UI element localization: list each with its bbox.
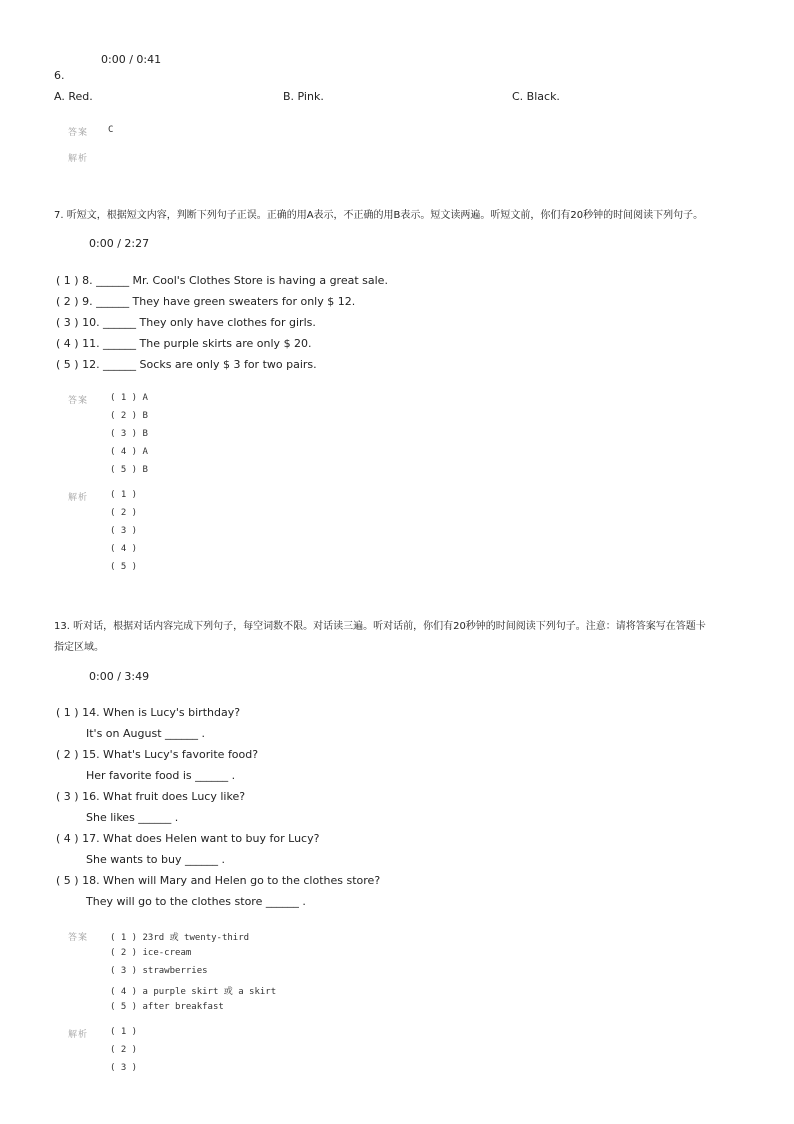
- q7-analysis-2: ( 2 ): [110, 508, 138, 518]
- option-a: A. Red.: [54, 90, 93, 103]
- q7-analysis-3: ( 3 ): [110, 526, 138, 536]
- q13-answer-4: ( 4 ) a purple skirt 或 a skirt: [110, 987, 277, 997]
- q13-item-1-question: ( 1 ) 14. When is Lucy's birthday?: [56, 706, 241, 719]
- answer-label-q13: 答案: [68, 933, 89, 943]
- q13-item-2-question: ( 2 ) 15. What's Lucy's favorite food?: [56, 748, 259, 761]
- q13-analysis-2: ( 2 ): [110, 1045, 138, 1055]
- q7-answer-2: ( 2 ) B: [110, 411, 148, 421]
- q13-item-4-question: ( 4 ) 17. What does Helen want to buy for Lucy?: [56, 832, 320, 845]
- audio-time-q6[interactable]: 0:00 / 0:41: [101, 53, 162, 66]
- q7-analysis-4: ( 4 ): [110, 544, 138, 554]
- analysis-label-q6: 解析: [68, 154, 89, 164]
- q7-item-1: ( 1 ) 8. ______ Mr. Cool's Clothes Store is having a great sale.: [56, 274, 388, 287]
- instruction-q7: 7. 听短文，根据短文内容，判断下列句子正误。正确的用A表示，不正确的用B表示。短文读两遍。听短文前，你们有20秒钟的时间阅读下列句子。: [54, 210, 704, 221]
- answer-q6: C: [108, 125, 114, 135]
- q13-answer-1: ( 1 ) 23rd 或 twenty-third: [110, 933, 250, 943]
- instruction-q13-line2: 指定区域。: [54, 642, 104, 653]
- question-number-q6: 6.: [54, 69, 65, 82]
- q13-item-4-blank: She wants to buy ______ .: [86, 853, 225, 866]
- q7-analysis-1: ( 1 ): [110, 490, 138, 500]
- q7-answer-5: ( 5 ) B: [110, 465, 148, 475]
- answer-label-q7: 答案: [68, 396, 89, 406]
- option-b: B. Pink.: [283, 90, 324, 103]
- instruction-q13-line1: 13. 听对话，根据对话内容完成下列句子，每空词数不限。对话读三遍。听对话前，你们有20秒钟的时间阅读下列句子。注意：请将答案写在答题卡: [54, 621, 706, 632]
- q13-item-1-blank: It's on August ______ .: [86, 727, 205, 740]
- q7-item-5: ( 5 ) 12. ______ Socks are only $ 3 for two pairs.: [56, 358, 317, 371]
- answer-label-q6: 答案: [68, 128, 89, 138]
- analysis-label-q7: 解析: [68, 493, 89, 503]
- q7-item-3: ( 3 ) 10. ______ They only have clothes for girls.: [56, 316, 316, 329]
- q7-analysis-5: ( 5 ): [110, 562, 138, 572]
- audio-time-q13[interactable]: 0:00 / 3:49: [89, 670, 150, 683]
- q13-item-3-question: ( 3 ) 16. What fruit does Lucy like?: [56, 790, 246, 803]
- q13-item-5-question: ( 5 ) 18. When will Mary and Helen go to the clothes store?: [56, 874, 381, 887]
- q7-answer-1: ( 1 ) A: [110, 393, 148, 403]
- q13-answer-2: ( 2 ) ice-cream: [110, 948, 192, 958]
- q13-item-2-blank: Her favorite food is ______ .: [86, 769, 236, 782]
- q7-answer-4: ( 4 ) A: [110, 447, 148, 457]
- option-c: C. Black.: [512, 90, 560, 103]
- q13-item-3-blank: She likes ______ .: [86, 811, 179, 824]
- audio-time-q7[interactable]: 0:00 / 2:27: [89, 237, 150, 250]
- q13-answer-5: ( 5 ) after breakfast: [110, 1002, 224, 1012]
- q7-answer-3: ( 3 ) B: [110, 429, 148, 439]
- q13-item-5-blank: They will go to the clothes store ______ .: [86, 895, 306, 908]
- q13-analysis-3: ( 3 ): [110, 1063, 138, 1073]
- q7-item-4: ( 4 ) 11. ______ The purple skirts are only $ 20.: [56, 337, 312, 350]
- analysis-label-q13: 解析: [68, 1030, 89, 1040]
- q13-analysis-1: ( 1 ): [110, 1027, 138, 1037]
- q7-item-2: ( 2 ) 9. ______ They have green sweaters for only $ 12.: [56, 295, 356, 308]
- q13-answer-3: ( 3 ) strawberries: [110, 966, 208, 976]
